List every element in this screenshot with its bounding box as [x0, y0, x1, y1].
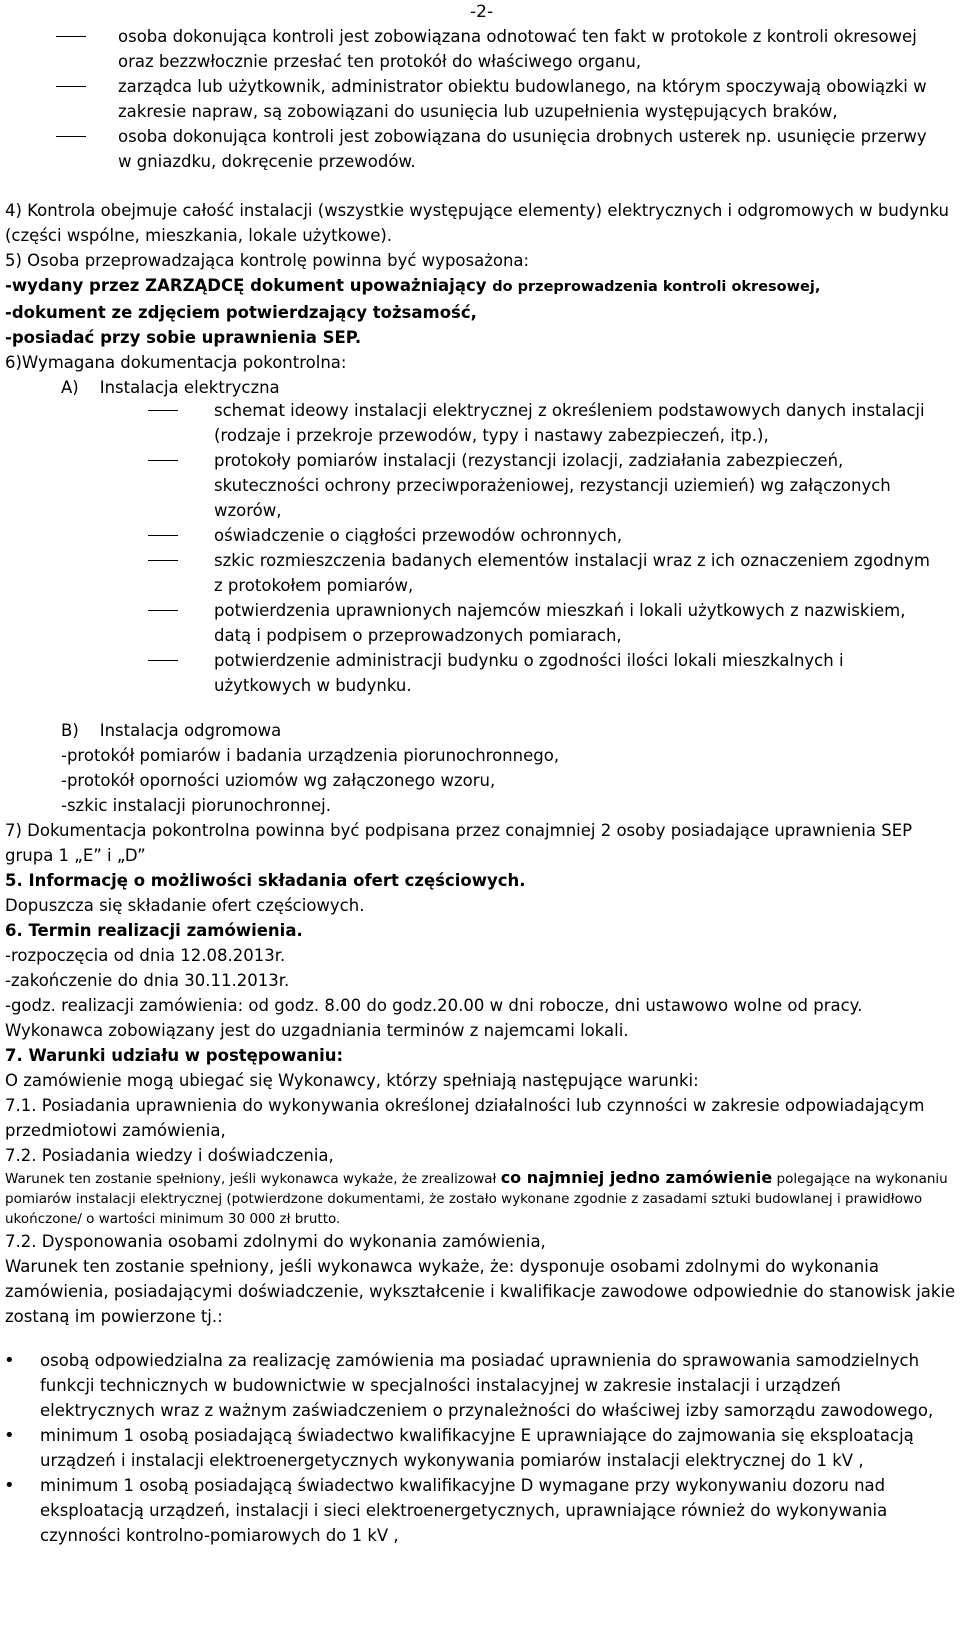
dash-item: [214, 598, 936, 648]
dash-item-text: potwierdzenia uprawnionych najemców mieszkań i lokali użytkowych z nazwiskiem, datą i podpisem o przeprowadzonych pomiarach,: [214, 601, 906, 645]
condition-7-2-staff: 7.2. Dysponowania osobami zdolnymi do wykonania zamówienia,: [5, 1232, 546, 1251]
dash-item: [214, 648, 936, 698]
dash-item-text: oświadczenie o ciągłości przewodów ochronnych,: [214, 526, 623, 545]
requirement-authorization-b: do przeprowadzenia kontroli okresowej,: [492, 279, 821, 295]
bullet-marker: •: [4, 1350, 15, 1371]
dash-item-text: schemat ideowy instalacji elektrycznej z określeniem podstawowych danych instalacji (rodzaje i przekroje przewodów, typy i nastawy zabezpieczeń, itp.),: [214, 401, 925, 445]
dash-item: [118, 24, 936, 74]
bullet-marker: •: [4, 1425, 15, 1446]
heading-7-intro: O zamówienie mogą ubiegać się Wykonawcy, którzy spełniają następujące warunki:: [5, 1071, 699, 1090]
heading-7: 7. Warunki udziału w postępowaniu:: [5, 1046, 344, 1065]
section-b-title: B) Instalacja odgromowa: [61, 721, 282, 740]
dash-marker: [148, 660, 178, 661]
term-hours: -godz. realizacji zamówienia: od godz. 8.00 do godz.20.00 w dni robocze, dni ustawowo wolne od pracy.: [5, 996, 863, 1015]
dash-item-text: osoba dokonująca kontroli jest zobowiązana odnotować ten fakt w protokole z kontroli okresowej oraz bezzwłocznie przesłać ten protokół do właściwego organu,: [118, 27, 917, 71]
requirement-id: -dokument ze zdjęciem potwierdzający tożsamość,: [5, 303, 477, 322]
heading-6: 6. Termin realizacji zamówienia.: [5, 921, 303, 940]
heading-5-text: Dopuszcza się składanie ofert częściowych.: [5, 896, 365, 915]
requirement-sep: -posiadać przy sobie uprawnienia SEP.: [5, 328, 362, 347]
dash-item: [118, 124, 936, 174]
bullet-item: [4, 1423, 956, 1473]
condition-7-2-detail-a: Warunek ten zostanie spełniony, jeśli wykonawca wykaże, że zrealizował: [5, 1171, 501, 1187]
bullet-item-text: osobą odpowiedzialna za realizację zamówienia ma posiadać uprawnienia do sprawowania samodzielnych funkcji technicznych w budownictwie w specjalności instalacyjnej w zakresie instalacji i urządzeń elektrycznych wraz z ważnym zaświadczeniem o przynależności do właściwej izby samorządu zawodowego,: [40, 1351, 934, 1420]
dash-marker: [148, 460, 178, 461]
bullet-item-text: minimum 1 osobą posiadającą świadectwo kwalifikacyjne D wymagane przy wykonywaniu dozoru nad eksploatacją urządzeń, instalacji i sieci elektroenergetycznych, uprawniające również do wykonywania czynności kontrolno-pomiarowych do 1 kV ,: [40, 1476, 888, 1545]
section-b-item: -protokół oporności uziomów wg załączonego wzoru,: [61, 771, 496, 790]
condition-7-1: 7.1. Posiadania uprawnienia do wykonywania określonej działalności lub czynności w zakresie odpowiadającym przedmiotowi zamówienia,: [5, 1096, 925, 1140]
section-b: [5, 718, 956, 818]
dash-item: [214, 523, 936, 548]
section-4-5-6: [5, 198, 956, 400]
term-note: Wykonawca zobowiązany jest do uzgadniania terminów z najemcami lokali.: [5, 1021, 629, 1040]
dash-marker: [56, 136, 86, 137]
dash-item-text: protokoły pomiarów instalacji (rezystancji izolacji, zadziałania zabezpieczeń, skuteczności ochrony przeciwporażeniowej, rezystancji uziemień) wg załączonych wzorów,: [214, 451, 891, 520]
paragraph-5: 5) Osoba przeprowadzająca kontrolę powinna być wyposażona:: [5, 251, 530, 270]
heading-5: 5. Informację o możliwości składania ofert częściowych.: [5, 871, 526, 890]
dash-marker: [148, 410, 178, 411]
dash-marker: [148, 610, 178, 611]
bullet-list: [4, 1348, 956, 1548]
dash-item: [214, 548, 936, 598]
term-start: -rozpoczęcia od dnia 12.08.2013r.: [5, 946, 286, 965]
section-a-list: [214, 398, 936, 698]
dash-item-text: potwierdzenie administracji budynku o zgodności ilości lokali mieszkalnych i użytkowych w budynku.: [214, 651, 844, 695]
dash-item: [118, 74, 936, 124]
requirement-authorization-a: -wydany przez ZARZĄDCĘ dokument upoważniający: [5, 276, 493, 295]
dash-marker: [56, 86, 86, 87]
section-a-title: A) Instalacja elektryczna: [61, 378, 280, 397]
condition-7-2: 7.2. Posiadania wiedzy i doświadczenia,: [5, 1146, 334, 1165]
dash-marker: [148, 535, 178, 536]
dash-item-text: szkic rozmieszczenia badanych elementów instalacji wraz z ich oznaczeniem zgodnym z protokołem pomiarów,: [214, 551, 930, 595]
bullet-item: [4, 1348, 956, 1423]
dash-marker: [56, 36, 86, 37]
condition-7-2-detail: [5, 1168, 956, 1229]
dash-marker: [148, 560, 178, 561]
dash-item-text: zarządca lub użytkownik, administrator obiektu budowlanego, na którym spoczywają obowiązki w zakresie napraw, są zobowiązani do usunięcia lub uzupełnienia występujących braków,: [118, 77, 927, 121]
section-b-item: -protokół pomiarów i badania urządzenia piorunochronnego,: [61, 746, 560, 765]
section-b-item: -szkic instalacji piorunochronnej.: [61, 796, 331, 815]
bullet-item-text: minimum 1 osobą posiadającą świadectwo kwalifikacyjne E uprawniające do zajmowania się eksploatacją urządzeń i instalacji elektroenergetycznych wykonywania pomiarów instalacji elektrycznej do 1 kV ,: [40, 1426, 914, 1470]
paragraph-6: 6)Wymagana dokumentacja pokontrolna:: [5, 353, 347, 372]
page-number: -2-: [470, 2, 494, 22]
condition-7-2-detail-b: polegające na wykonaniu pomiarów instalacji elektrycznej (potwierdzone dokumentami, że zostało wykonane zgodnie z zasadami sztuki budowlanej i prawidłowo ukończone/ o wartości minimum 30 000 zł brutto.: [5, 1171, 948, 1227]
dash-item: [214, 448, 936, 523]
condition-7-2-staff-text: Warunek ten zostanie spełniony, jeśli wykonawca wykaże, że: dysponuje osobami zdolnymi do wykonania zamówienia, posiadającymi doświadczenie, wykształcenie i kwalifikacje zawodowe odpowiednie do stanowisk jakie zostaną im powierzone tj.:: [5, 1257, 956, 1326]
dash-item-text: osoba dokonująca kontroli jest zobowiązana do usunięcia drobnych usterek np. usunięcie przerwy w gniazdku, dokręcenie przewodów.: [118, 127, 927, 171]
dash-item: [214, 398, 936, 448]
bullet-item: [4, 1473, 956, 1548]
top-dash-list: [118, 24, 936, 174]
paragraph-4: 4) Kontrola obejmuje całość instalacji (wszystkie występujące elementy) elektrycznych i odgromowych w budynku (części wspólne, mieszkania, lokale użytkowe).: [5, 201, 950, 245]
bullet-marker: •: [4, 1475, 15, 1496]
paragraph-7: 7) Dokumentacja pokontrolna powinna być podpisana przez conajmniej 2 osoby posiadające uprawnienia SEP grupa 1 „E” i „D”: [5, 821, 913, 865]
main-body: [5, 818, 956, 1329]
condition-7-2-detail-bold: co najmniej jedno zamówienie: [500, 1168, 773, 1187]
requirement-authorization: [5, 273, 956, 300]
term-end: -zakończenie do dnia 30.11.2013r.: [5, 971, 290, 990]
